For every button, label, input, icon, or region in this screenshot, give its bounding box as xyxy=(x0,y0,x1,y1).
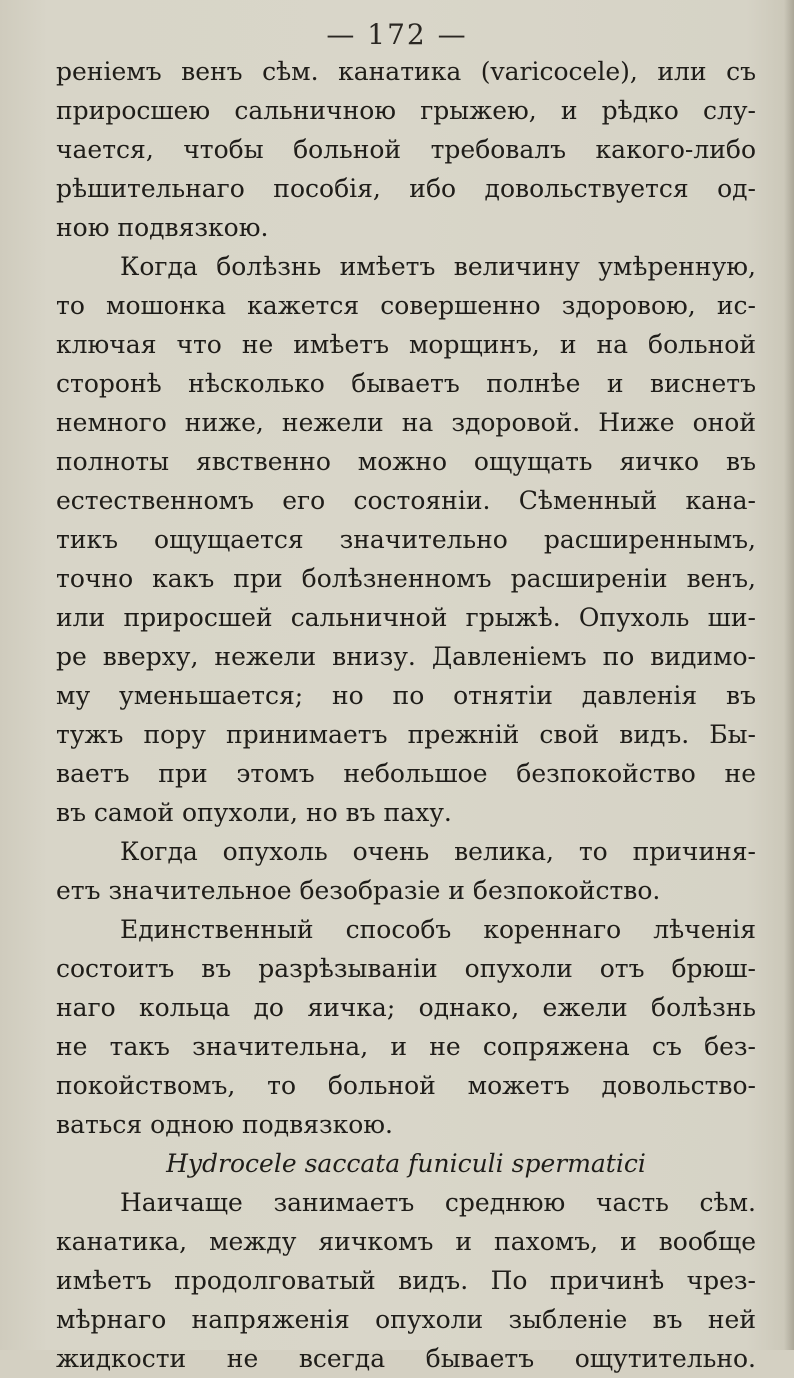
text-line: сторонѣ нѣсколько бываетъ полнѣе и виснетъ xyxy=(56,369,756,398)
text-line: ре вверху, нежели внизу. Давленіемъ по видимо- xyxy=(56,642,756,671)
text-line: тужъ пору принимаетъ прежній свой видъ. Бы- xyxy=(56,720,756,749)
text-line: немного ниже, нежели на здоровой. Ниже оной xyxy=(56,408,756,437)
text-line: полноты явственно можно ощущать яичко въ xyxy=(56,447,756,476)
text-line: ною подвязкою. xyxy=(56,213,269,242)
text-line: Когда болѣзнь имѣетъ величину умѣренную, xyxy=(120,252,756,281)
text-line: въ самой опухоли, но въ паху. xyxy=(56,798,452,827)
page-edge-shadow xyxy=(784,0,794,1350)
text-line: точно какъ при болѣзненномъ расширеніи венъ, xyxy=(56,564,756,593)
text-line: не такъ значительна, и не сопряжена съ без- xyxy=(56,1032,756,1061)
text-line: Наичаще занимаетъ среднюю часть сѣм. xyxy=(120,1188,756,1217)
text-line: тикъ ощущается значительно расширеннымъ, xyxy=(56,525,756,554)
text-line: мѣрнаго напряженія опухоли зыбленіе въ ней xyxy=(56,1305,756,1334)
text-line: жидкости не всегда бываетъ ощутительно. xyxy=(56,1344,756,1373)
text-line: Когда опухоль очень велика, то причиня- xyxy=(120,837,756,866)
text-line: му уменьшается; но по отнятіи давленія въ xyxy=(56,681,756,710)
page-text xyxy=(56,52,756,1378)
page-number: — 172 — xyxy=(326,18,468,51)
text-line: ключая что не имѣетъ морщинъ, и на больной xyxy=(56,330,756,359)
text-line: естественномъ его состояніи. Сѣменный кана- xyxy=(56,486,756,515)
text-line: ваться одною подвязкою. xyxy=(56,1110,393,1139)
text-line: то мошонка кажется совершенно здоровою, ис- xyxy=(56,291,756,320)
text-line: канатика, между яичкомъ и пахомъ, и вообще xyxy=(56,1227,756,1256)
text-line: наго кольца до яичка; однако, ежели болѣзнь xyxy=(56,993,756,1022)
text-line: етъ значительное безобразіе и безпокойство. xyxy=(56,876,661,905)
text-line: состоитъ въ разрѣзываніи опухоли отъ брюш- xyxy=(56,954,756,983)
text-line: Единственный способъ кореннаго лѣченія xyxy=(120,915,756,944)
text-line: приросшею сальничною грыжею, и рѣдко слу- xyxy=(56,96,756,125)
section-heading: Hydrocele saccata funiculi spermatici xyxy=(166,1149,646,1178)
text-line: или приросшей сальничной грыжѣ. Опухоль ши- xyxy=(56,603,756,632)
text-line: имѣетъ продолговатый видъ. По причинѣ чрез- xyxy=(56,1266,756,1295)
text-line: покойствомъ, то больной можетъ довольство- xyxy=(56,1071,756,1100)
text-line: реніемъ венъ сѣм. канатика (varicocele), или съ xyxy=(56,57,756,86)
text-line: ваетъ при этомъ небольшое безпокойство не xyxy=(56,759,756,788)
text-line: рѣшительнаго пособія, ибо довольствуется од- xyxy=(56,174,756,203)
text-line: чается, чтобы больной требовалъ какого-либо xyxy=(56,135,756,164)
